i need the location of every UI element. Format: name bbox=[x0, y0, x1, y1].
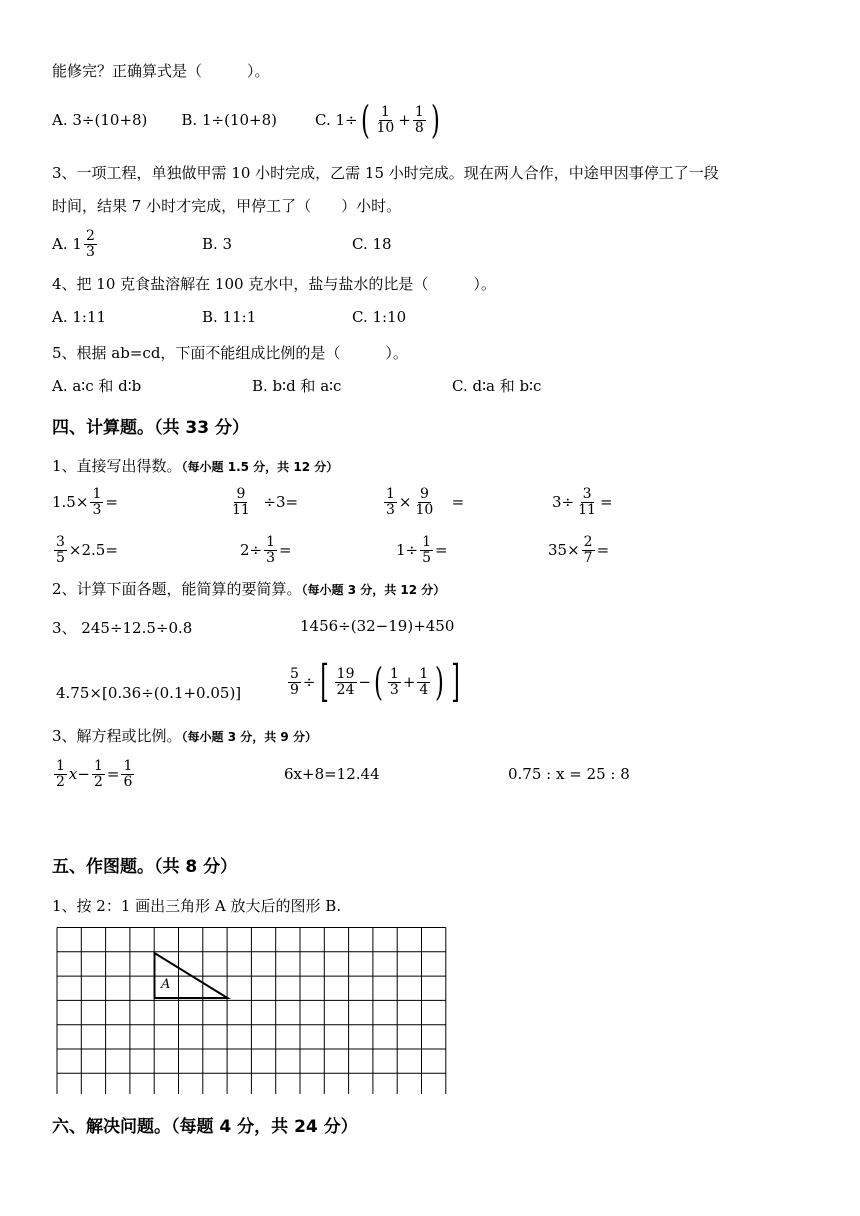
calc-2: $\frac{9}{11}$ ÷3= bbox=[232, 485, 299, 518]
grid-paper bbox=[56, 926, 450, 1094]
question-3-line2: 时间，结果 7 小时才完成，甲停工了（ ）小时。 bbox=[52, 197, 402, 215]
calc-7: 1÷ $\frac{1}{5}$ = bbox=[396, 533, 448, 566]
calc-c2: 1456÷(32−19)+450 bbox=[300, 617, 455, 635]
calc-c4: $\frac{5}{9}$ ÷ [ $\frac{19}{24}$ − ( $\frac{1}{3}$ + $\frac{1}{4}$ ) ] bbox=[290, 656, 461, 707]
question-2-tail: 能修完？正确算式是（ ）。 bbox=[52, 62, 270, 80]
question-4-option-c: C. 1:10 bbox=[352, 308, 407, 326]
question-5-option-b: B. b∶d 和 a∶c bbox=[252, 377, 342, 395]
option-b-label: B. bbox=[181, 111, 198, 129]
fraction: $\frac{1}{10}$ bbox=[376, 103, 395, 136]
option-a-expr: 3÷(10+8) bbox=[72, 111, 148, 129]
calc-c3: 4.75×[0.36÷(0.1+0.05)] bbox=[56, 684, 242, 702]
equation-1: $\frac{1}{2}$ x− $\frac{1}{2}$ = $\frac{1}{6}$ bbox=[56, 757, 133, 790]
option-c-label: C. bbox=[315, 111, 331, 129]
calc-c1: 3、 245÷12.5÷0.8 bbox=[52, 619, 193, 637]
fraction: $\frac{2}{3}$ bbox=[85, 227, 95, 260]
calc-5: $\frac{3}{5}$ ×2.5= bbox=[56, 533, 118, 566]
question-4-option-b: B. 11:1 bbox=[202, 308, 257, 326]
question-4-text: 4、把 10 克食盐溶解在 100 克水中，盐与盐水的比是（ ）。 bbox=[52, 275, 496, 293]
calc-4: 3÷ $\frac{3}{11}$ = bbox=[552, 485, 613, 518]
question-3-option-c: C. 18 bbox=[352, 235, 392, 253]
mixed-whole: 1 bbox=[72, 235, 82, 253]
option-a-label: A. bbox=[52, 111, 68, 129]
part-2-heading: 2、计算下面各题，能简算的要简算。（每小题 3 分，共 12 分） bbox=[52, 580, 446, 598]
question-3-option-b: B. 3 bbox=[202, 235, 233, 253]
option-c-pre: 1÷ bbox=[335, 111, 358, 129]
equation-3: 0.75 : x = 25 : 8 bbox=[508, 765, 630, 783]
fraction: $\frac{1}{8}$ bbox=[414, 103, 424, 136]
question-3-line1: 3、一项工程，单独做甲需 10 小时完成，乙需 15 小时完成。现在两人合作，中途甲因事停工了一段 bbox=[52, 164, 719, 182]
question-5-option-a: A. a∶c 和 d∶b bbox=[52, 377, 142, 395]
part-1-heading: 1、直接写出得数。（每小题 1.5 分，共 12 分） bbox=[52, 457, 339, 475]
question-5-text: 5、根据 ab=cd，下面不能组成比例的是（ ）。 bbox=[52, 344, 408, 362]
calc-6: 2÷ $\frac{1}{3}$ = bbox=[240, 533, 292, 566]
section-6-title: 六、解决问题。（每题 4 分，共 24 分） bbox=[52, 1117, 358, 1137]
plus-sign: + bbox=[398, 111, 411, 129]
question-5-option-c: C. d∶a 和 b∶c bbox=[452, 377, 542, 395]
triangle-label: A bbox=[161, 977, 171, 992]
calc-1: 1.5× $\frac{1}{3}$ = bbox=[52, 485, 118, 518]
option-b-expr: 1÷(10+8) bbox=[201, 111, 277, 129]
part-3-heading: 3、解方程或比例。（每小题 3 分，共 9 分） bbox=[52, 727, 317, 745]
option-a-label: A. bbox=[52, 235, 68, 253]
question-4-option-a: A. 1:11 bbox=[52, 308, 107, 326]
question-3-options bbox=[52, 226, 99, 262]
section-4-title: 四、计算题。（共 33 分） bbox=[52, 418, 249, 438]
drawing-question-1: 1、按 2：1 画出三角形 A 放大后的图形 B. bbox=[52, 897, 342, 915]
calc-8: 35× $\frac{2}{7}$ = bbox=[548, 533, 610, 566]
section-5-title: 五、作图题。（共 8 分） bbox=[52, 857, 238, 877]
equation-2: 6x+8=12.44 bbox=[284, 765, 380, 783]
question-2-options: A. 3÷(10+8) B. 1÷(10+8) C. 1÷ ( $\frac{1}{10}$ + $\frac{1}{8}$ ) bbox=[52, 98, 440, 142]
calc-3: $\frac{1}{3}$ × $\frac{9}{10}$ = bbox=[386, 485, 465, 518]
